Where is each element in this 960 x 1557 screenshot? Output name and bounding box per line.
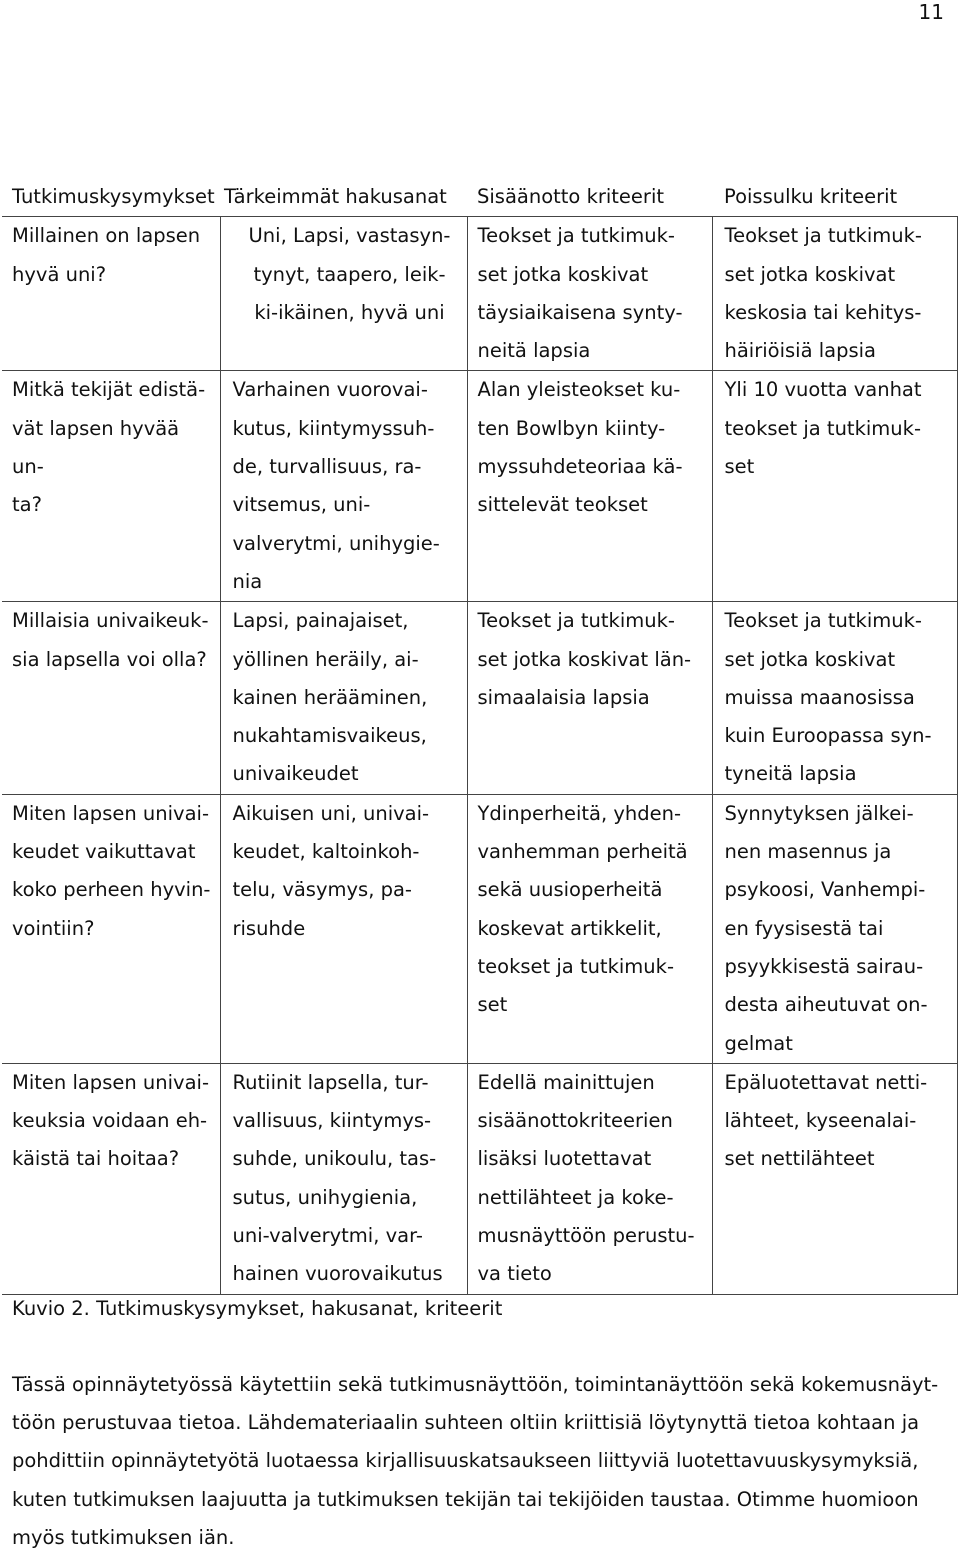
keywords-cell: Varhainen vuorovai- kutus, kiintymyssuh- de, turvallisuus, ra- vitsemus, uni- valverytmi, unihygie- nia (220, 371, 467, 602)
keywords-cell: Uni, Lapsi, vastasyn- tynyt, taapero, leik- ki-ikäinen, hyvä uni (220, 217, 467, 371)
inclusion-cell: Ydinperheitä, yhden- vanhemman perheitä sekä uusioperheitä koskevat artikkelit, teokset ja tutkimuk- set (467, 794, 712, 1063)
body-paragraph: Tässä opinnäytetyössä käytettiin sekä tutkimusnäyttöön, toimintanäyttöön sekä kokemusnäyt- töön perustuvaa tietoa. Lähdemateriaalin suhteen oltiin kriittisiä löytynyttä tietoa kohtaan ja pohdittiin opinnäytetyötä luotaessa kirjallisuuskatsaukseen liittyviä luotettavuuskysymyksiä, kuten tutkimuksen laajuutta ja tutkimuksen tekijän tai tekijöiden taustaa. Otimme huomioon myös tutkimuksen iän. (12, 1373, 939, 1549)
header-inclusion: Sisäänotto kriteerit (477, 185, 665, 208)
inclusion-cell: Teokset ja tutkimuk- set jotka koskivat län- simaalaisia lapsia (467, 602, 712, 794)
keywords-cell: Rutiinit lapsella, tur- vallisuus, kiintymys- suhde, unikoulu, tas- sutus, unihygienia, uni-valverytmi, var- hainen vuorovaikutus (220, 1063, 467, 1294)
exclusion-cell: Epäluotettavat netti- lähteet, kyseenalai- set nettilähteet (712, 1063, 957, 1294)
criteria-table (2, 177, 958, 1295)
header-questions: Tutkimuskysymykset (12, 185, 215, 208)
table-row (2, 371, 957, 602)
question-cell: Miten lapsen univai- keuksia voidaan eh- käistä tai hoitaa? (2, 1063, 220, 1294)
figure-caption: Kuvio 2. Tutkimuskysymykset, hakusanat, kriteerit (12, 1297, 503, 1320)
keywords-cell: Lapsi, painajaiset, yöllinen heräily, ai- kainen herääminen, nukahtamisvaikeus, univaikeudet (220, 602, 467, 794)
keywords-cell: Aikuisen uni, univai- keudet, kaltoinkoh- telu, väsymys, pa- risuhde (220, 794, 467, 1063)
table-row (2, 217, 957, 371)
exclusion-cell: Teokset ja tutkimuk- set jotka koskivat keskosia tai kehitys- häiriöisiä lapsia (712, 217, 957, 371)
page-number: 11 (918, 0, 944, 24)
exclusion-cell: Synnytyksen jälkei- nen masennus ja psykoosi, Vanhempi- en fyysisestä tai psyykkisestä sairau- desta aiheutuvat on- gelmat (712, 794, 957, 1063)
table-row (2, 602, 957, 794)
inclusion-cell: Edellä mainittujen sisäänottokriteerien lisäksi luotettavat nettilähteet ja koke- musnäyttöön perustu- va tieto (467, 1063, 712, 1294)
question-cell: Millainen on lapsen hyvä uni? (2, 217, 220, 371)
exclusion-cell: Yli 10 vuotta vanhat teokset ja tutkimuk- set (712, 371, 957, 602)
table-row (2, 1063, 957, 1294)
header-keywords: Tärkeimmät hakusanat (224, 185, 447, 208)
question-cell: Miten lapsen univai- keudet vaikuttavat koko perheen hyvin- vointiin? (2, 794, 220, 1063)
inclusion-cell: Teokset ja tutkimuk- set jotka koskivat täysiaikaisena synty- neitä lapsia (467, 217, 712, 371)
table-header (2, 177, 957, 217)
question-cell: Millaisia univaikeuk- sia lapsella voi olla? (2, 602, 220, 794)
table-row (2, 794, 957, 1063)
header-exclusion: Poissulku kriteerit (724, 185, 898, 208)
exclusion-cell: Teokset ja tutkimuk- set jotka koskivat muissa maanosissa kuin Euroopassa syn- tyneitä lapsia (712, 602, 957, 794)
inclusion-cell: Alan yleisteokset ku- ten Bowlbyn kiinty- myssuhdeteoriaa kä- sittelevät teokset (467, 371, 712, 602)
question-cell: Mitkä tekijät edistä- vät lapsen hyvää un- ta? (2, 371, 220, 602)
